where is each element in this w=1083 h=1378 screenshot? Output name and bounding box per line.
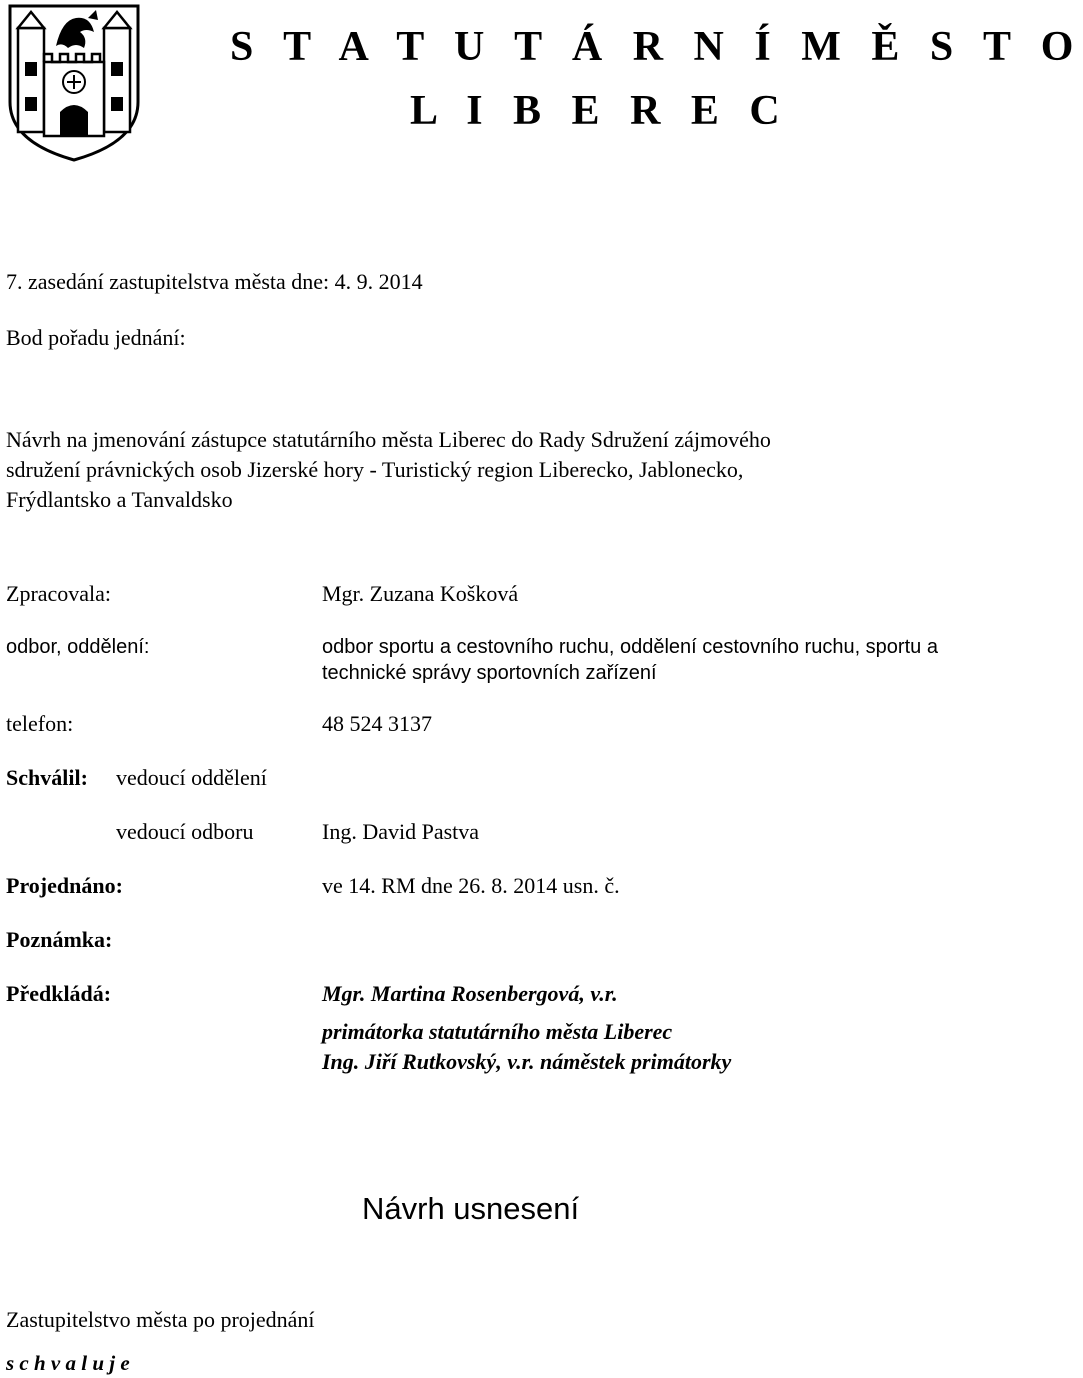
approved-role-1: vedoucí oddělení (116, 765, 267, 790)
resolution-verb: s c h v a l u j e (6, 1351, 130, 1375)
agenda-label: Bod pořadu jednání: (6, 325, 186, 350)
meeting-line: 7. zasedání zastupitelstva města dne: 4. 9. 2014 (6, 269, 423, 294)
liberec-coat-of-arms-icon (6, 2, 142, 162)
resolution-intro: Zastupitelstvo města po projednání (6, 1307, 315, 1332)
agenda-subject-line-3: Frýdlantsko a Tanvaldsko (6, 487, 233, 512)
note-label: Poznámka: (6, 927, 113, 952)
department-value-line-2: technické správy sportovních zařízení (322, 662, 657, 684)
approved-label: Schválil: (6, 765, 88, 790)
document-title-line2: L I B E R E C (410, 88, 790, 134)
submitter-2: Ing. Jiří Rutkovský, v.r. náměstek primátorky (322, 1049, 732, 1074)
department-label: odbor, oddělení: (6, 636, 150, 658)
discussed-value: ve 14. RM dne 26. 8. 2014 usn. č. (322, 873, 620, 898)
approved-name-2: Ing. David Pastva (322, 819, 480, 844)
department-value-line-1: odbor sportu a cestovního ruchu, oddělení cestovního ruchu, sportu a (322, 636, 938, 658)
discussed-label: Projednáno: (6, 873, 123, 898)
document-title-line1: S T A T U T Á R N Í M Ě S T O (230, 24, 1083, 70)
phone-label: telefon: (6, 711, 74, 736)
submitter-1-role: primátorka statutárního města Liberec (322, 1019, 673, 1044)
resolution-heading: Návrh usnesení (362, 1191, 580, 1226)
agenda-subject-line-1: Návrh na jmenování zástupce statutárního města Liberec do Rady Sdružení zájmového (6, 427, 771, 452)
submitter-1-name: Mgr. Martina Rosenbergová, v.r. (322, 981, 618, 1006)
agenda-subject-line-2: sdružení právnických osob Jizerské hory - Turistický region Liberecko, Jablonecko, (6, 457, 744, 482)
phone-value: 48 524 3137 (322, 711, 432, 736)
prepared-by-value: Mgr. Zuzana Košková (322, 581, 519, 606)
submits-label: Předkládá: (6, 981, 112, 1006)
prepared-by-label: Zpracovala: (6, 581, 112, 606)
approved-role-2: vedoucí odboru (116, 819, 254, 844)
